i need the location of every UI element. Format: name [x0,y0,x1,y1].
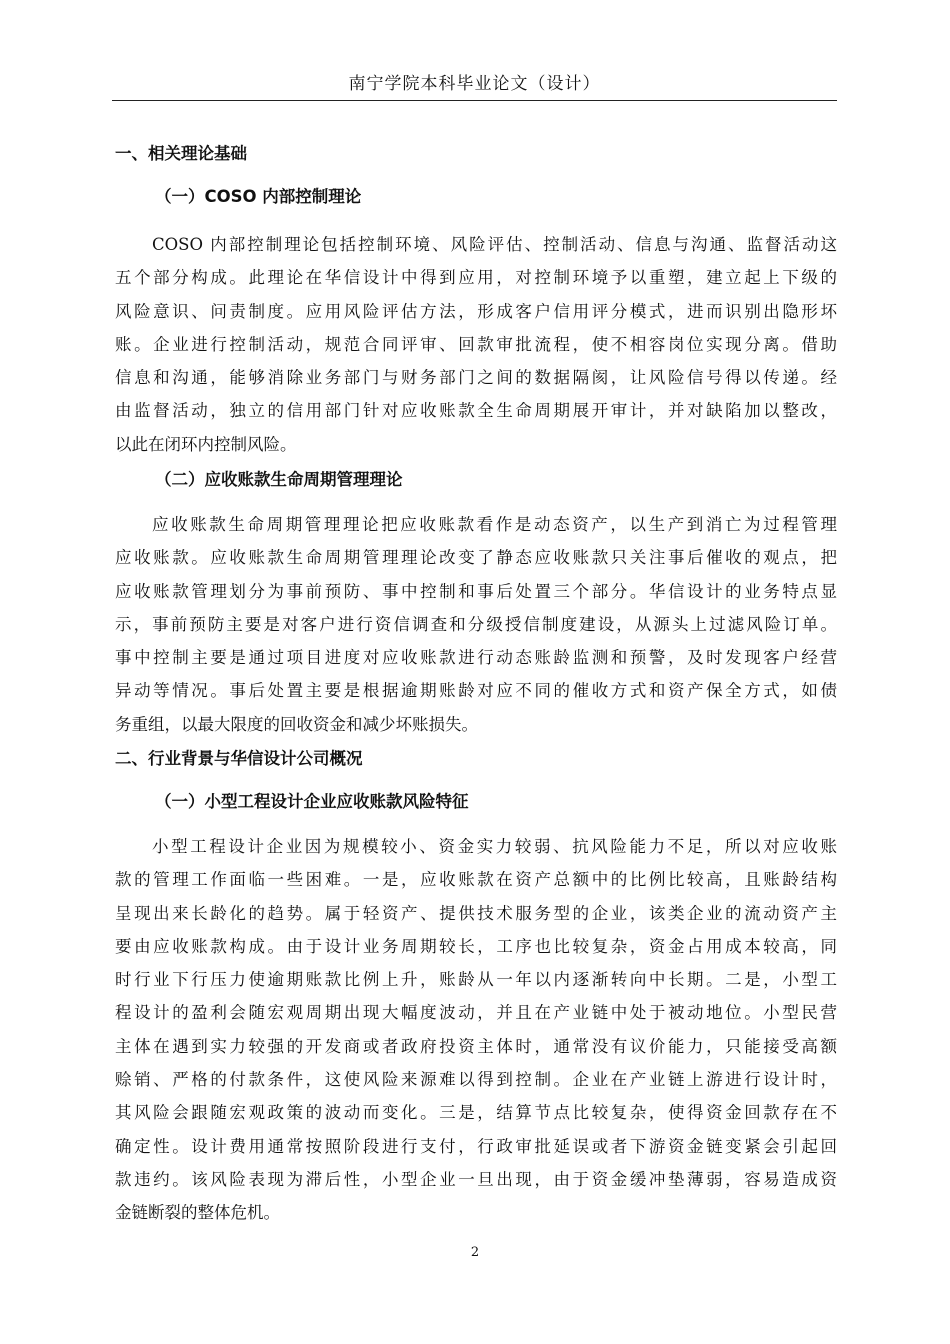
running-header: 南宁学院本科毕业论文（设计） [348,74,601,94]
paragraph-line: 风险意识、问责制度。应用风险评估方法，形成客户信用评分模式，进而识别出隐形坏 [115,301,837,321]
paragraph-line: 确定性。设计费用通常按照阶段进行支付，行政审批延误或者下游资金链变紧会引起回 [115,1136,837,1156]
paragraph-industry-risk [115,830,837,1230]
subsection-heading-2-1: （一）小型工程设计企业应收账款风险特征 [155,792,469,811]
paragraph-line: 小型工程设计企业因为规模较小、资金实力较弱、抗风险能力不足，所以对应收账 [152,837,837,856]
subsection-heading-1-2: （二）应收账款生命周期管理理论 [155,470,403,489]
paragraph-line: 由监督活动，独立的信用部门针对应收账款全生命周期展开审计，并对缺陷加以整改， [115,401,837,421]
section-heading-1: 一、相关理论基础 [115,144,247,163]
paragraph-line: 呈现出来长龄化的趋势。属于轻资产、提供技术服务型的企业，该类企业的流动资产主 [115,903,837,923]
paragraph-line: 事中控制主要是通过项目进度对应收账款进行动态账龄监测和预警，及时发现客户经营 [115,648,837,668]
paragraph-line: 应收账款管理划分为事前预防、事中控制和事后处置三个部分。华信设计的业务特点显 [115,581,837,601]
paragraph-line: 金链断裂的整体危机。 [115,1203,280,1223]
paragraph-line: COSO 内部控制理论包括控制环境、风险评估、控制活动、信息与沟通、监督活动这 [152,235,837,254]
paragraph-line: 应收账款。应收账款生命周期管理理论改变了静态应收账款只关注事后催收的观点，把 [115,548,837,568]
paragraph-line: 信息和沟通，能够消除业务部门与财务部门之间的数据隔阂，让风险信号得以传递。经 [115,368,837,388]
paragraph-line: 程设计的盈利会随宏观周期出现大幅度波动，并且在产业链中处于被动地位。小型民营 [115,1003,837,1023]
paragraph-line: 主体在遇到实力较强的开发商或者政府投资主体时，通常没有议价能力，只能接受高额 [115,1036,837,1056]
paragraph-line: 五个部分构成。此理论在华信设计中得到应用，对控制环境予以重塑，建立起上下级的 [115,268,837,288]
subsection-heading-1-1: （一）COSO 内部控制理论 [155,187,362,206]
paragraph-line: 示，事前预防主要是对客户进行资信调查和分级授信制度建设，从源头上过滤风险订单。 [115,614,837,634]
paragraph-line: 应收账款生命周期管理理论把应收账款看作是动态资产，以生产到消亡为过程管理 [152,515,837,534]
paragraph-line: 要由应收账款构成。由于设计业务周期较长，工序也比较复杂，资金占用成本较高，同 [115,936,837,956]
paragraph-line: 款违约。该风险表现为滞后性，小型企业一旦出现，由于资金缓冲垫薄弱，容易造成资 [115,1169,837,1189]
section-heading-2: 二、行业背景与华信设计公司概况 [115,749,363,768]
paragraph-line: 赊销、严格的付款条件，这使风险来源难以得到控制。企业在产业链上游进行设计时， [115,1070,837,1090]
paragraph-lifecycle [115,508,837,741]
paragraph-line: 款的管理工作面临一些困难。一是，应收账款在资产总额中的比例比较高，且账龄结构 [115,870,837,890]
paragraph-line: 其风险会跟随宏观政策的波动而变化。三是，结算节点比较复杂，使得资金回款存在不 [115,1103,837,1123]
paragraph-coso [115,228,837,461]
page-number: 2 [470,1245,480,1260]
paragraph-line: 时行业下行压力使逾期账款比例上升，账龄从一年以内逐渐转向中长期。二是，小型工 [115,970,837,990]
paragraph-line: 账。企业进行控制活动，规范合同评审、回款审批流程，使不相容岗位实现分离。借助 [115,334,837,354]
header-divider [112,100,837,101]
paragraph-line: 以此在闭环内控制风险。 [115,434,297,454]
paragraph-line: 务重组，以最大限度的回收资金和减少坏账损失。 [115,714,478,734]
paragraph-line: 异动等情况。事后处置主要是根据逾期账龄对应不同的催收方式和资产保全方式，如债 [115,681,837,701]
